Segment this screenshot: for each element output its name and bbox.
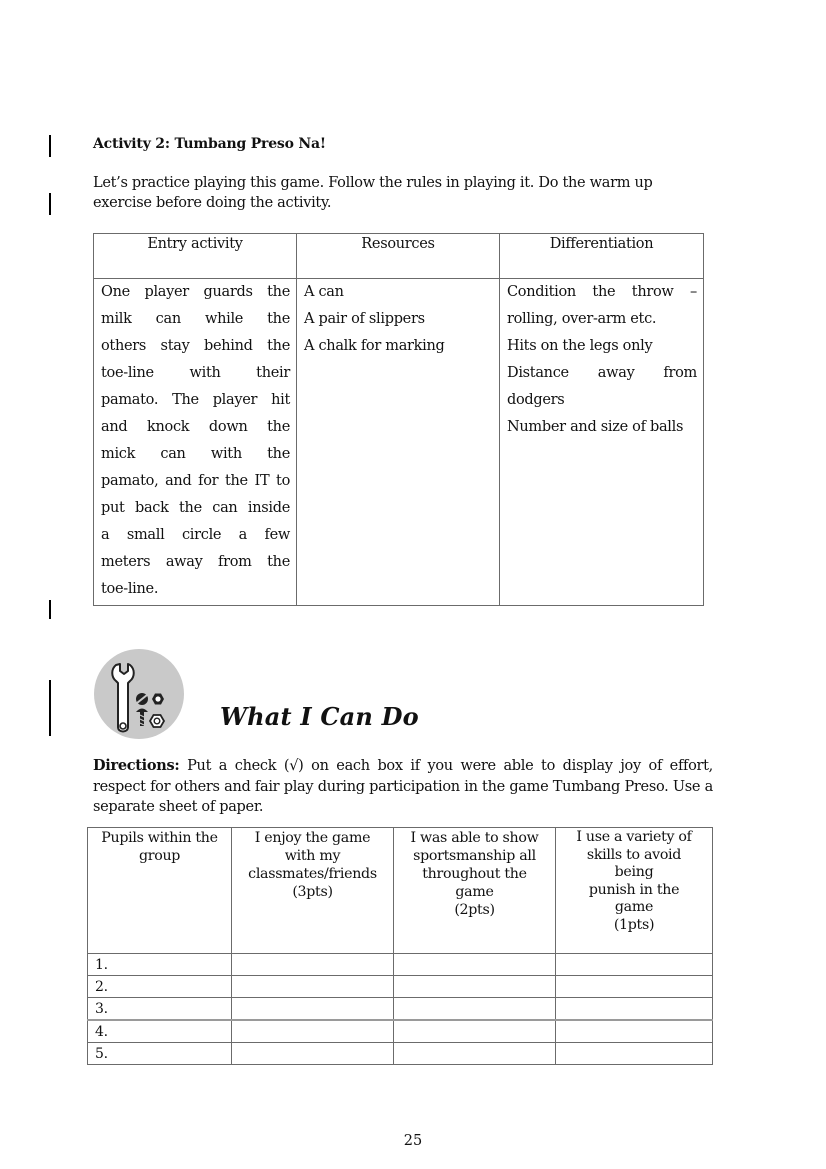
pupil-number: 1. xyxy=(88,954,232,976)
activity-table-row xyxy=(94,279,704,606)
differentiation-line: dodgers xyxy=(507,392,565,408)
pupil-number: 4. xyxy=(88,1020,232,1043)
header-line: game xyxy=(614,899,654,915)
header-line: game xyxy=(455,884,494,900)
header-line: Pupils within the xyxy=(101,830,218,846)
checklist-row xyxy=(88,954,713,976)
header-line: throughout the xyxy=(422,866,527,882)
header-line: (1pts) xyxy=(613,916,655,933)
differentiation-line: Distance away from xyxy=(507,365,697,381)
differentiation-line: Hits on the legs only xyxy=(507,338,653,354)
checkbox-skills[interactable] xyxy=(556,954,713,976)
entry-line: mick can with the xyxy=(101,446,290,462)
header-line: I use a variety of xyxy=(576,829,692,845)
checklist-row xyxy=(88,976,713,998)
checkbox-enjoy[interactable] xyxy=(232,954,394,976)
differentiation-line: rolling, over-arm etc. xyxy=(507,311,657,327)
checklist-header xyxy=(88,828,713,954)
header-differentiation: Differentiation xyxy=(500,234,704,279)
directions-label: Directions: xyxy=(93,757,180,774)
header-line: punish in the xyxy=(588,881,680,898)
checkbox-skills[interactable] xyxy=(556,1020,713,1043)
resource-item: A pair of slippers xyxy=(304,311,425,327)
entry-line: and knock down the xyxy=(101,419,290,435)
intro-line: exercise before doing the activity. xyxy=(93,195,332,211)
header-resources: Resources xyxy=(297,234,500,279)
activity-heading: Activity 2: Tumbang Preso Na! xyxy=(93,136,326,152)
checkbox-skills[interactable] xyxy=(556,998,713,1021)
checklist-table xyxy=(87,827,713,1065)
resource-item: A chalk for marking xyxy=(304,338,445,354)
entry-line: meters away from the xyxy=(101,554,290,570)
checkbox-enjoy[interactable] xyxy=(232,976,394,998)
entry-line: toe-line. xyxy=(101,581,159,597)
header-line: classmates/friends xyxy=(248,866,377,882)
activity-table xyxy=(93,233,704,606)
directions-paragraph xyxy=(93,756,713,818)
pupil-number: 5. xyxy=(88,1043,232,1065)
header-entry-activity: Entry activity xyxy=(94,234,297,279)
checkbox-sportsmanship[interactable] xyxy=(394,976,556,998)
checklist-row xyxy=(88,1020,713,1043)
entry-line: a small circle a few xyxy=(101,527,290,543)
margin-change-bar xyxy=(49,680,51,736)
checkbox-sportsmanship[interactable] xyxy=(394,954,556,976)
header-sportsmanship xyxy=(394,828,556,954)
entry-line: pamato, and for the IT to xyxy=(101,473,290,489)
checklist-row xyxy=(88,998,713,1021)
header-variety-skills xyxy=(556,828,713,954)
checkbox-sportsmanship[interactable] xyxy=(394,998,556,1021)
header-line: being xyxy=(614,864,654,880)
checkbox-sportsmanship[interactable] xyxy=(394,1043,556,1065)
header-line: sportsmanship all xyxy=(413,848,536,864)
entry-activity-cell xyxy=(94,279,297,606)
margin-change-bar xyxy=(49,135,51,157)
entry-line: pamato. The player hit xyxy=(101,392,290,408)
differentiation-line: Condition the throw – xyxy=(507,284,697,300)
entry-line: milk can while the xyxy=(101,311,290,327)
entry-line: others stay behind the xyxy=(101,338,290,354)
checkbox-skills[interactable] xyxy=(556,1043,713,1065)
checkbox-sportsmanship[interactable] xyxy=(394,1020,556,1043)
activity-table-header xyxy=(94,234,704,279)
entry-line: toe-line with their xyxy=(101,365,290,381)
checklist-row xyxy=(88,1043,713,1065)
header-line: I was able to show xyxy=(410,830,539,846)
entry-line: put back the can inside xyxy=(101,500,290,516)
header-enjoy-game xyxy=(232,828,394,954)
checkbox-enjoy[interactable] xyxy=(232,1020,394,1043)
checkbox-enjoy[interactable] xyxy=(232,998,394,1021)
header-line: (3pts) xyxy=(292,884,333,900)
header-line: group xyxy=(138,848,181,864)
resources-cell xyxy=(297,279,500,606)
checkbox-enjoy[interactable] xyxy=(232,1043,394,1065)
page-number: 25 xyxy=(403,1133,423,1149)
differentiation-cell xyxy=(500,279,704,606)
header-line: I enjoy the game xyxy=(254,830,371,846)
header-line: with my xyxy=(284,848,341,864)
header-pupils xyxy=(88,828,232,954)
header-line: (2pts) xyxy=(454,902,495,918)
pupil-number: 3. xyxy=(88,998,232,1021)
directions-text: Put a check (√) on each box if you were able to display joy of effort, respect for others and fair play during participation in the game Tumbang Preso. Use a separate sheet of paper. xyxy=(93,758,713,815)
header-line: skills to avoid xyxy=(586,846,682,863)
margin-change-bar xyxy=(49,600,51,619)
activity-intro xyxy=(93,173,713,213)
wrench-and-bolts-icon xyxy=(94,649,184,739)
pupil-number: 2. xyxy=(88,976,232,998)
wrench-icon xyxy=(94,649,184,739)
checkbox-skills[interactable] xyxy=(556,976,713,998)
section-title: What I Can Do xyxy=(220,702,419,731)
margin-change-bar xyxy=(49,193,51,215)
resource-item: A can xyxy=(304,284,344,300)
entry-line: One player guards the xyxy=(101,284,290,300)
intro-line: Let’s practice playing this game. Follow the rules in playing it. Do the warm up xyxy=(93,175,653,191)
differentiation-line: Number and size of balls xyxy=(507,419,684,435)
